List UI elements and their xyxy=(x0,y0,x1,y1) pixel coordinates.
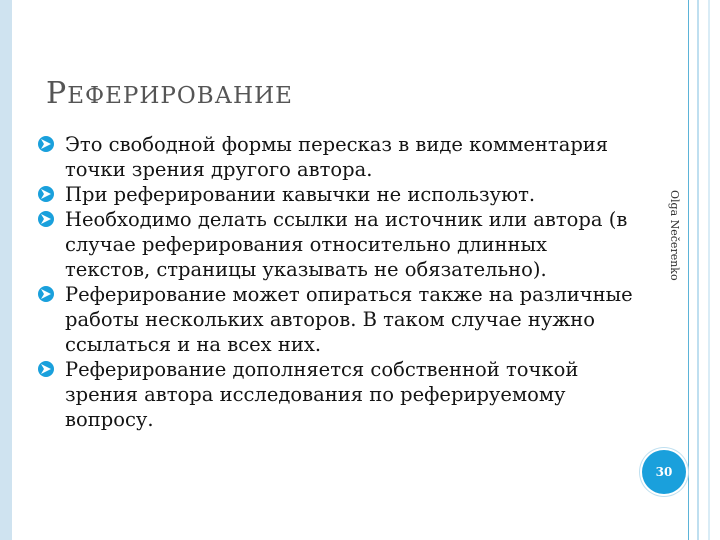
dart-bullet-icon xyxy=(37,360,55,378)
bullet-text: Реферирование дополняется собственной точкой зрения автора исследования по реферируемому вопросу. xyxy=(65,358,579,431)
slide-title xyxy=(46,76,293,111)
list-item xyxy=(33,357,633,432)
author-vertical-label: Olga Nečerenko xyxy=(668,190,681,281)
list-item xyxy=(33,282,633,357)
title-rest: ЕФЕРИРОВАНИЕ xyxy=(67,83,293,109)
list-item xyxy=(33,132,633,182)
bullet-text: Необходимо делать ссылки на источник или автора (в случае реферирования относительно длинных текстов, страницы указывать не обязательно). xyxy=(65,208,628,281)
right-frame-line xyxy=(688,0,689,540)
right-frame-line-2 xyxy=(697,0,699,540)
bullet-list xyxy=(33,132,633,432)
page-number-badge: 30 xyxy=(642,450,686,494)
dart-bullet-icon xyxy=(37,210,55,228)
left-frame-bar xyxy=(0,0,12,540)
list-item xyxy=(33,182,633,207)
list-item xyxy=(33,207,633,282)
dart-bullet-icon xyxy=(37,285,55,303)
right-frame-line-3 xyxy=(708,0,710,540)
dart-bullet-icon xyxy=(37,135,55,153)
bullet-text: Реферирование может опираться также на различные работы нескольких авторов. В таком случае нужно ссылаться и на всех них. xyxy=(65,283,633,356)
title-first-letter: Р xyxy=(46,76,68,111)
dart-bullet-icon xyxy=(37,185,55,203)
bullet-text: При реферировании кавычки не используют. xyxy=(65,183,536,206)
bullet-text: Это свободной формы пересказ в виде комментария точки зрения другого автора. xyxy=(65,133,609,181)
